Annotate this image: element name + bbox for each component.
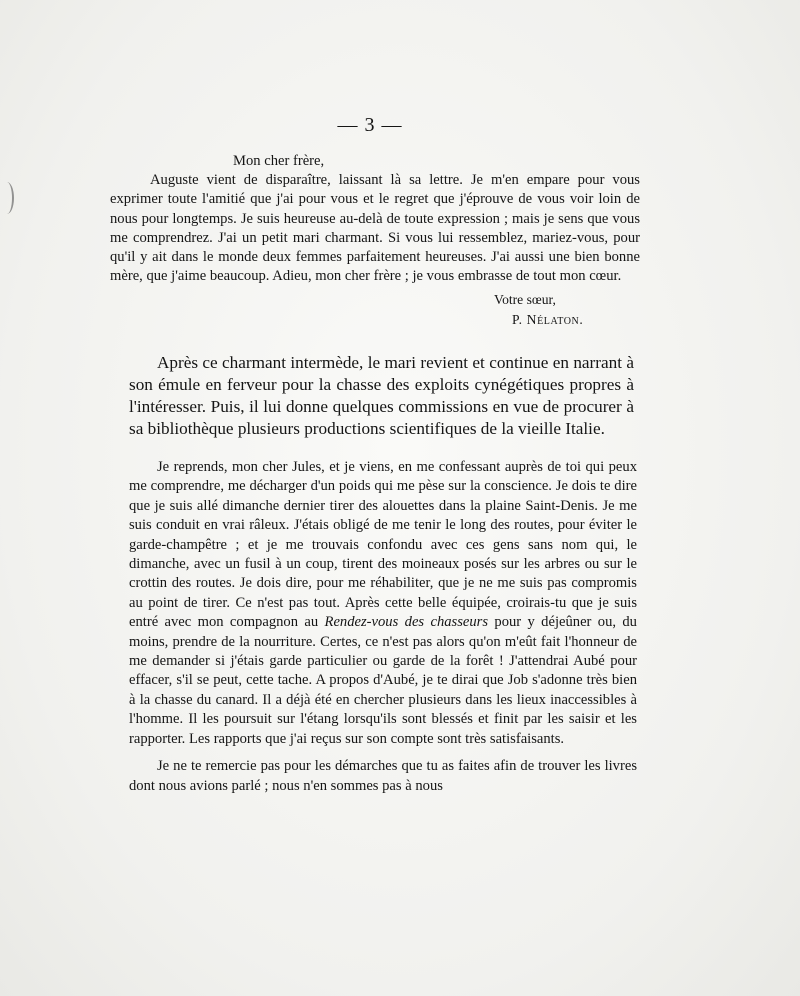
letter2-p1-text-b: pour y déjeûner ou, du moins, prendre de la nourriture. Certes, ce n'est pas alors qu'on m'eût fait l'honneur de me demander si j'étais garde particulier ou garde de la forêt ! J'attendrai Aubé pour effacer, s'il se peut, cette tache. A propos d'Aubé, je te dirai que Job s'adonne très bien à la chasse du canard. Il a déjà été en chercher plusieurs dans les lieux inaccessibles à l'homme. Il les poursuit sur l'étang lorsqu'ils sont blessés et finit par les saisir et les rapporter. Les rapports que j'ai reçus sur son compte sont très satisfaisants. (129, 614, 637, 747)
letter-from-sister (110, 152, 640, 330)
letter2-p1-text-a: Je reprends, mon cher Jules, et je viens, en me confessant auprès de toi qui peux me comprendre, me décharger d'un poids qui me pèse sur la conscience. Je dois te dire que je suis allé dimanche dernier tirer des alouettes dans la plaine Saint-Denis. Je me suis conduit en vrai râleux. J'étais obligé de me tenir le long des routes, pour éviter le garde-champêtre ; et je me trouvais confondu avec ces gens sans nom qui, le dimanche, avec un fusil à un coup, tirent des moineaux posés sur les arbres ou sur le crottin des routes. Je dois dire, pour me réhabiliter, que je ne me suis pas compromis au point de tirer. Ce n'est pas tout. Après cette belle équipée, croirais-tu que je suis entré avec mon compagnon au (129, 459, 637, 631)
letter-closing-block (110, 290, 640, 330)
letter-signature: P. Nélaton. (512, 312, 584, 328)
letter2-paragraph-2: Je ne te remercie pas pour les démarches que tu as faites afin de trouver les livres dont nous avions parlé ; nous n'en sommes pas à nous (129, 758, 637, 794)
letter-body: Auguste vient de disparaître, laissant là sa lettre. Je m'en empare pour vous exprimer toute l'amitié que j'ai pour vous et le regret que j'éprouve de vous voir loin de nous pour longtemps. Je suis heureuse au-delà de toute expression ; mais je sens que vous me comprendrez. J'ai un petit mari charmant. Si vous lui ressemblez, mariez-vous, pour qu'il y ait dans le monde deux femmes parfaitement heureuses. J'ai aussi une bien bonne mère, que j'aime beaucoup. Adieu, mon cher frère ; je vous embrasse de tout mon cœur. (110, 172, 640, 285)
letter-to-jules (129, 458, 637, 796)
letter2-p1-italic: Rendez-vous des chasseurs (324, 614, 489, 631)
letter2-paragraph-1 (129, 458, 637, 749)
narrative-paragraph: Après ce charmant intermède, le mari revient et continue en narrant à son émule en ferveur pour la chasse des exploits cynégétiques propres à l'intéresser. Puis, il lui donne quelques commissions en vue de procurer à sa bibliothèque plusieurs productions scientifiques de la vieille Italie. (129, 353, 634, 438)
page-number: — 3 — (337, 114, 403, 136)
letter-salutation: Mon cher frère, (233, 153, 325, 169)
letter-closing: Votre sœur, (494, 292, 556, 308)
page-edge-mark (0, 182, 14, 214)
